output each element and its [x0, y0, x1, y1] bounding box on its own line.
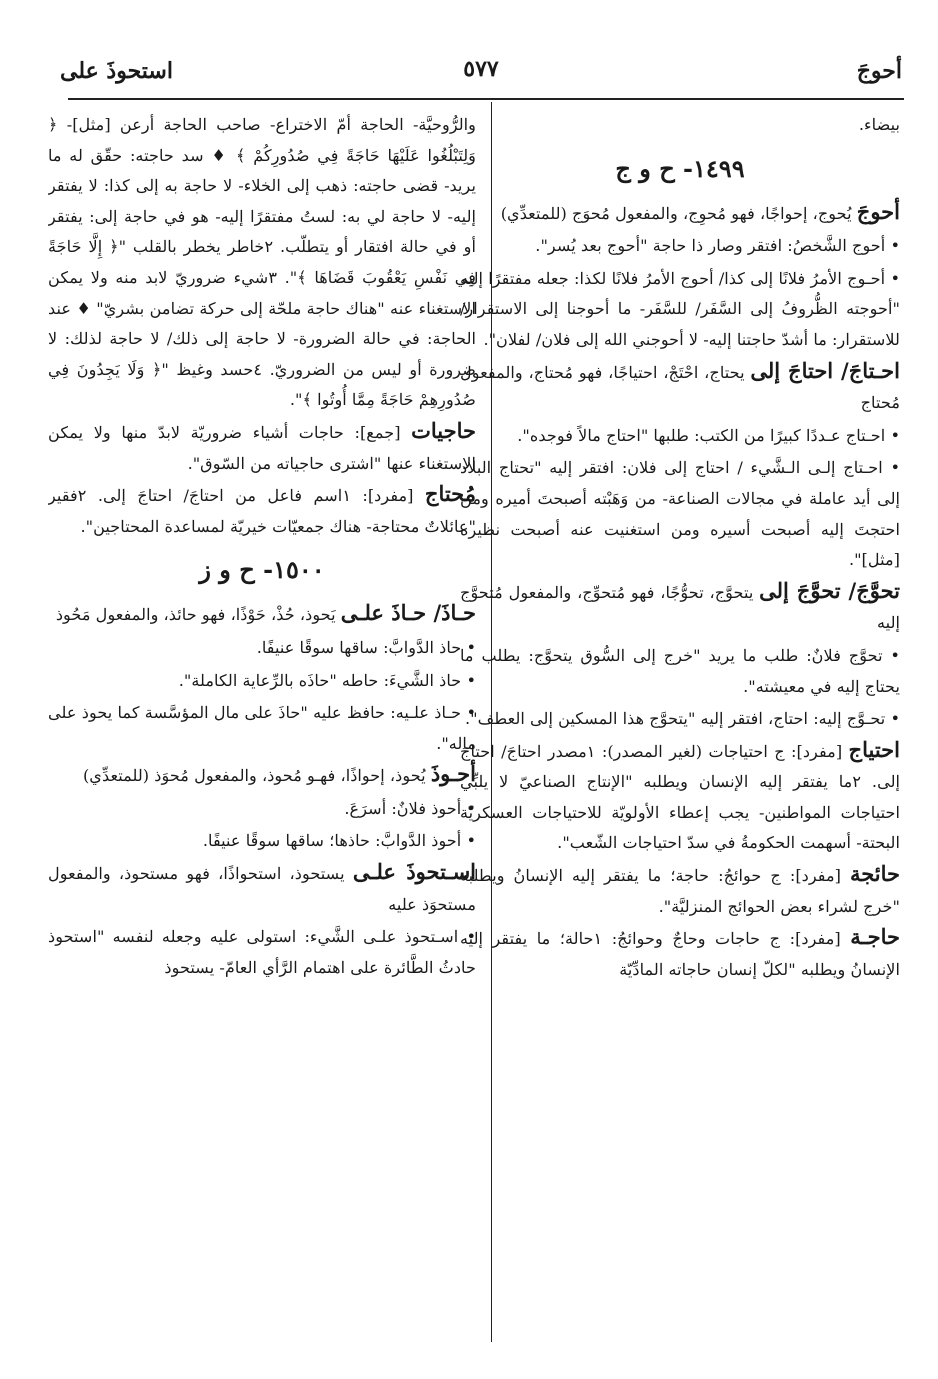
headword: أحوجَ	[856, 198, 900, 224]
page-header	[60, 52, 902, 92]
headword: اسـتحوذَ علـى	[352, 859, 476, 885]
right-column	[460, 108, 900, 1343]
headword: حاجـة	[850, 924, 900, 950]
definition-text: • أحوذ فلانٌ: أسرَعَ.	[344, 798, 476, 818]
header-guide-word-left: استحوذَ على	[60, 58, 173, 84]
definition-text: • احـتاج عـددًا كبيرًا من الكتب: طلبها "احتاج مالاً فوجده".	[517, 425, 900, 445]
entry-definition: يحتاج، احْتَجْ، احتياجًا، فهو مُحتاج، والمفعول مُحتاج	[460, 362, 900, 413]
dictionary-entry	[460, 859, 900, 922]
definition-text: • تحوَّج فلانٌ: طلب ما يريد "خرج إلى السُّوق يتحوَّج: يطلب ما يحتاج إليه في معيشته".	[460, 645, 900, 696]
dictionary-entry	[48, 759, 476, 792]
headword: أحـوذَ	[430, 761, 476, 787]
dictionary-entry	[460, 197, 900, 230]
headword: احتياج	[848, 736, 900, 762]
headword: حاجيات	[411, 417, 476, 443]
header-rule	[68, 98, 904, 100]
dictionary-entry	[48, 416, 476, 479]
entry-definition: [جمع]: حاجات أشياء ضروريّة لابدّ منها ولا يمكن الاستغناء عنها "اشترى حاجياته من السّوق".	[48, 422, 476, 473]
definition-text: بيضاء.	[858, 115, 900, 134]
dictionary-entry	[460, 735, 900, 859]
entry-definition: [مفرد]: ج حوائجُ: حاجة؛ ما يفتقر إليه الإنسانُ ويطلبه "خرج لشراء بعض الحوائج المنزليَّة".	[460, 866, 900, 916]
entry-definition: [مفرد]: ١اسم فاعل من احتاجَ/ احتاجَ إلى. ٢فقير "عائلاتٌ محتاجة- هناك جمعيّات خيريّة لمساعدة المحتاجين".	[48, 486, 476, 536]
headword: مُحتاج	[424, 481, 476, 507]
definition-text: • حاذ الدَّوابَّ: ساقها سوقًا عنيفًا.	[256, 637, 476, 657]
definition-text: والرُّوحيَّة- الحاجة أمّ الاختراع- صاحب الحاجة أرعن [مثل]- ﴿ وَلِتَبْلُغُوا عَلَيْهَا حَاجَةً فِي صُدُورِكُمْ ﴾ ♦ سد حاجته: حقّق له ما يريد- قضى حاجته: ذهب إلى الخلاء- لا حاجة به إلى كذا: لا يفتقر إليه- لا حاجة لي به: لستُ مفتقرًا إليه- هو في حاجة إلى: يفتقر أو في حالة افتقار أو يتطلّب. ٢خاطر يخطر بالقلب "﴿ إِلَّا حَاجَةً فِي نَفْسِ يَعْقُوبَ قَضَاهَا ﴾". ٣شيء ضروريّ لابد منه ولا يمكن الاستغناء عنه "هناك حاجة ملحّة إلى حركة تضامن بشريّ" ♦ عند الحاجة: في حالة الضرورة- لا حاجة إلى ذلك/ لا حاجة لذلك: لا ضرورة أو ليس من الضروريّ. ٤حسد وغيظ "﴿ وَلَا يَجِدُونَ فِي صُدُورِهِمْ حَاجَةً مِمَّا أُوتُوا ﴾".	[48, 115, 476, 410]
entry-definition: يتحوَّج، تحوُّجًا، فهو مُتحوِّج، والمفعول مُتحوَّج إليه	[460, 582, 900, 633]
dictionary-entry	[48, 479, 476, 542]
definition-text: • حـاذ علـيه: حافظ عليه "حاذَ على مال المؤسَّسة كما يحوذ على ماله".	[48, 703, 476, 753]
page-number: ٥٧٧	[463, 56, 499, 82]
root-heading: ١٤٩٩- ح و ج	[615, 153, 745, 183]
header-guide-word-right: أحوجَ	[856, 58, 902, 84]
dictionary-entry	[460, 922, 900, 985]
entry-definition: [مفرد]: ج حاجات وحاجٌ وحوائجُ: ١حالة؛ ما يفتقر إليه الإنسانُ ويطلبه "لكلّ إنسان حاجاته المادِّيّة	[460, 929, 900, 979]
root-heading: ١٥٠٠- ح و ز	[199, 555, 325, 585]
headword: حائجة	[849, 861, 900, 887]
entry-definition: يَحوذ، حُذْ، حَوْذًا، فهو حائذ، والمفعول مَحُوذ	[55, 605, 341, 625]
entry-definition: يُحوذ، إحواذًا، فهـو مُحوذ، والمفعول مُحوَذ (للمتعدِّي)	[82, 766, 431, 786]
definition-text: • اسـتحوذ علـى الشَّيء: استولى عليه وجعله لنفسه "استحوذ حادثُ الطَّائرة على اهتمام الرَّأي العامّ- يستحوذ	[48, 927, 476, 977]
definition-text: • تحـوَّج إليه: احتاج، افتقر إليه "يتحوَّج هذا المسكين إلى العطف".	[465, 709, 900, 729]
dictionary-entry	[460, 356, 900, 419]
headword: تحوَّجَ/ تحوَّجَ إلى	[759, 577, 900, 603]
entry-definition: يستحوذ، استحواذًا، فهو مستحوذ، والمفعول مستحوَذ عليه	[48, 864, 476, 914]
definition-text: • حاذ الشَّيءَ: حاطه "حاذَه بالرِّعاية الكاملة".	[178, 670, 476, 690]
definition-text: • أحوذ الدَّوابَّ: حاذها؛ ساقها سوقًا عنيفًا.	[202, 831, 476, 851]
dictionary-entry	[48, 857, 476, 920]
entry-definition: [مفرد]: ج احتياجات (لغير المصدر): ١مصدر احتاجَ/ احتاجَ إلى. ٢ما يفتقر إليه الإنسان ويطلبه "الإنتاج الصناعيّ لا يلبِّي احتياجات المواطنين- يجب إعطاء الأولويّة للاحتياجات العسكريّة البحتة- أسهمت الحكومةُ في سدّ احتياجات الشّعب".	[460, 741, 900, 853]
definition-text: • أحوج الشَّخصُ: افتقر وصار ذا حاجة "أحوج بعد يُسر".	[535, 236, 900, 256]
dictionary-entry	[48, 598, 476, 631]
definition-text: • احـتاج إلـى الـشَّيء / احتاج إلى فلان: افتقر إليه "تحتاج البلاد إلى أيد عاملة في مجالات الصناعة- من وَهَبْته أصبحتَ أميره ومن احتجتَ إليه أصبحت أسيره ومن استغنيت عنه أصبحت نظيره [مثل]".	[460, 458, 900, 570]
left-column	[48, 108, 476, 1343]
dictionary-entry	[460, 576, 900, 639]
definition-text: • أحـوج الأمرُ فلانًا إلى كذا/ أحوج الأمرُ فلانًا لكذا: جعله مفتقرًا إليه "أحوجته الظُّروفُ إلى السَّفَر/ للسَّفَر- ما أحوجنا إلى الاستقرار/ للاستقرار: ما أشدّ حاجتنا إليه- لا أحوجني الله إلى فلان/ لفلان".	[460, 268, 900, 349]
headword: احـتاجَ/ احتاجَ إلى	[750, 357, 900, 383]
headword: حـاذَ/ حـاذَ علـى	[340, 600, 476, 626]
entry-definition: يُحوج، إحواجًا، فهو مُحوِج، والمفعول مُحوَج (للمتعدِّي)	[500, 203, 857, 223]
